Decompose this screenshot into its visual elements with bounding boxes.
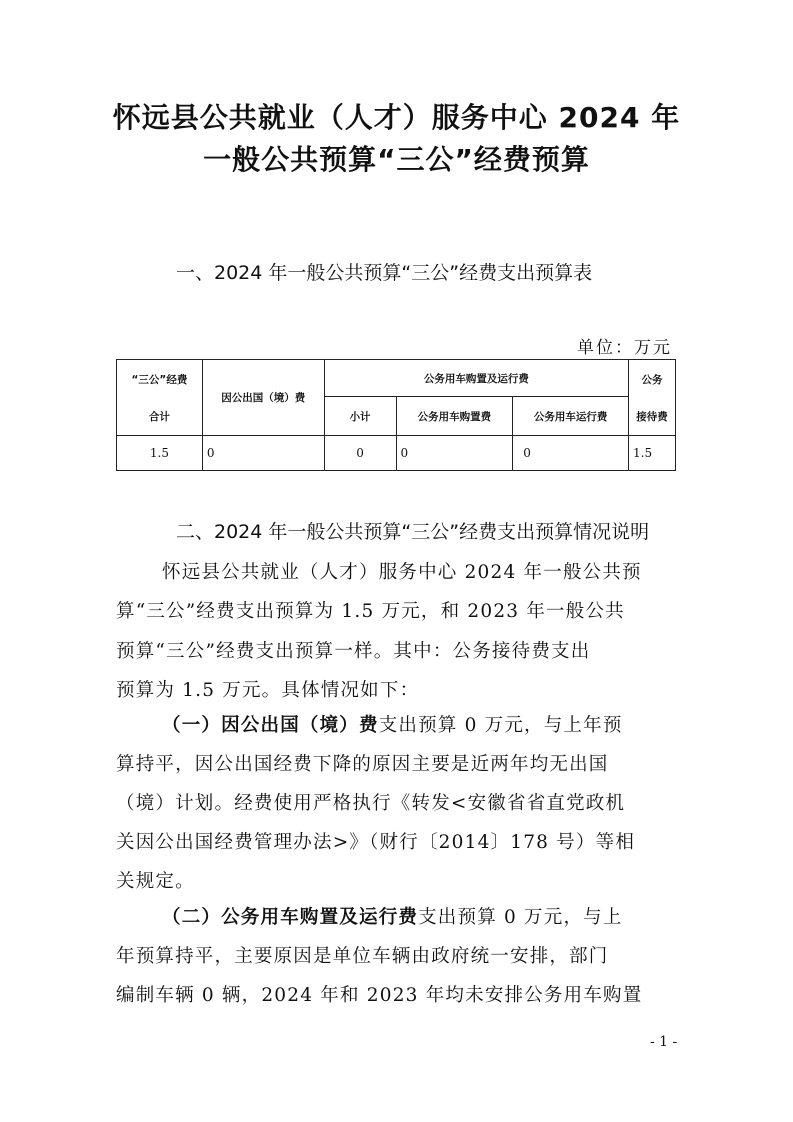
cell-total: 1.5 bbox=[117, 436, 203, 471]
paragraph-line: 预算“三公”经费支出预算一样。其中：公务接待费支出 bbox=[116, 641, 591, 662]
cell-abroad: 0 bbox=[202, 436, 324, 471]
header-operation: 公务用车运行费 bbox=[513, 397, 629, 436]
cell-operation: 0 bbox=[513, 436, 629, 471]
paragraph-line: 预算为 1.5 万元。具体情况如下： bbox=[116, 680, 420, 701]
paragraph-line: 算持平，因公出国经费下降的原因主要是近两年均无出国 bbox=[116, 754, 609, 775]
budget-table bbox=[116, 359, 676, 471]
unit-label: 单位：万元 bbox=[577, 338, 672, 358]
paragraph-1-heading: （一）因公出国（境）费 bbox=[162, 715, 379, 736]
page-number: - 1 - bbox=[650, 1034, 678, 1050]
cell-subtotal: 0 bbox=[324, 436, 396, 471]
header-total-top: “三公”经费 bbox=[131, 373, 188, 386]
paragraph-2-heading: （二）公务用车购置及运行费 bbox=[162, 907, 419, 928]
document-title-line-2: 一般公共预算“三公”经费预算 bbox=[203, 143, 590, 176]
paragraph-line: 算“三公”经费支出预算为 1.5 万元，和 2023 年一般公共 bbox=[116, 601, 625, 622]
paragraph-2-first-line bbox=[162, 903, 623, 929]
paragraph-line: （境）计划。经费使用严格执行《转发<安徽省省直党政机 bbox=[116, 793, 626, 814]
document-title-line-1: 怀远县公共就业（人才）服务中心 2024 年 bbox=[112, 101, 681, 134]
header-reception-top: 公务 bbox=[641, 373, 663, 386]
paragraph-line: 关因公出国经费管理办法>》（财行〔2014〕178 号）等相 bbox=[116, 832, 636, 853]
paragraph-line: 编制车辆 0 辆，2024 年和 2023 年均未安排公务用车购置 bbox=[116, 985, 643, 1006]
header-reception bbox=[629, 360, 676, 436]
section-1-heading: 一、2024 年一般公共预算“三公”经费支出预算表 bbox=[176, 262, 593, 284]
header-vehicle-group: 公务用车购置及运行费 bbox=[324, 360, 628, 397]
header-reception-bottom: 接待费 bbox=[636, 410, 668, 423]
cell-reception: 1.5 bbox=[629, 436, 676, 471]
paragraph-line: 年预算持平，主要原因是单位车辆由政府统一安排，部门 bbox=[116, 946, 609, 967]
header-total bbox=[117, 360, 203, 436]
paragraph-2-text: 支出预算 0 万元，与上 bbox=[418, 907, 623, 928]
header-total-bottom: 合计 bbox=[148, 410, 170, 423]
table-row bbox=[117, 436, 676, 471]
header-subtotal: 小计 bbox=[324, 397, 396, 436]
header-purchase: 公务用车购置费 bbox=[396, 397, 513, 436]
table-header-row-1 bbox=[117, 360, 676, 397]
paragraph-line: 关规定。 bbox=[116, 871, 195, 892]
section-2-heading: 二、2024 年一般公共预算“三公”经费支出预算情况说明 bbox=[176, 521, 650, 543]
header-abroad: 因公出国（境）费 bbox=[202, 360, 324, 436]
paragraph-1-first-line bbox=[162, 711, 623, 737]
paragraph-1-text: 支出预算 0 万元，与上年预 bbox=[378, 715, 623, 736]
cell-purchase: 0 bbox=[396, 436, 513, 471]
paragraph-line: 怀远县公共就业（人才）服务中心 2024 年一般公共预 bbox=[162, 562, 642, 583]
